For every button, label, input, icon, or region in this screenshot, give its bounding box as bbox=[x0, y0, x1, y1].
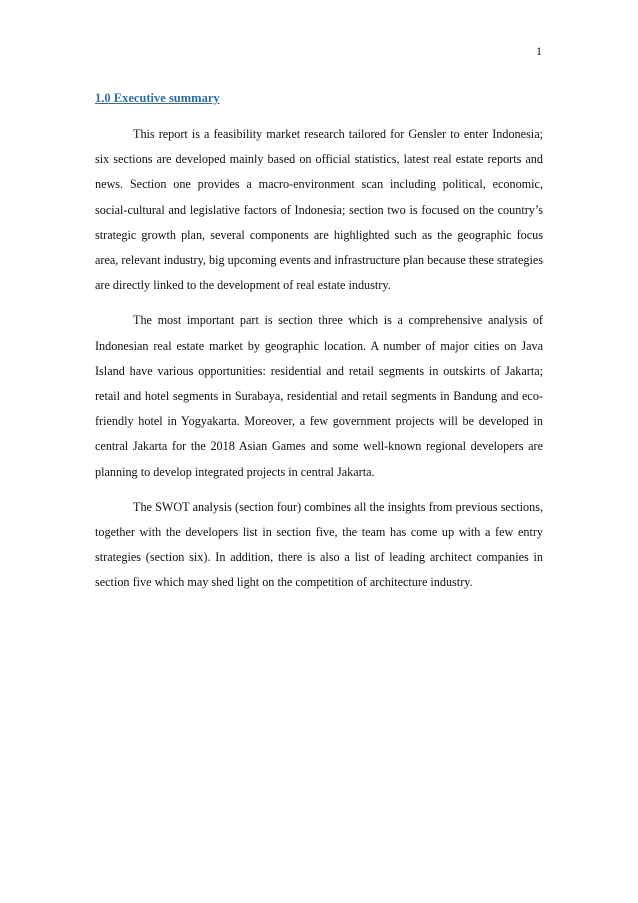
paragraph-2: The most important part is section three which is a comprehensive analysis of Indonesian real estate market by geographic location. A number of major cities on Java Island have various opportunities: residential and retail segments in outskirts of Jakarta; retail and hotel segments in Surabaya, residential and retail segments in Bandung and eco-friendly hotel in Yogyakarta. Moreover, a few government projects will be developed in central Jakarta for the 2018 Asian Games and some well-known regional developers are planning to develop integrated projects in central Jakarta. bbox=[95, 313, 543, 479]
section-heading: 1.0 Executive summary bbox=[95, 91, 220, 105]
paragraph-3: The SWOT analysis (section four) combines all the insights from previous sections, together with the developers list in section five, the team has come up with a few entry strategies (section six). In addition, there is also a list of leading architect companies in section five which may shed light on the competition of architecture industry. bbox=[95, 499, 543, 590]
body-text bbox=[95, 122, 543, 606]
page-number: 1 bbox=[536, 44, 542, 58]
paragraph-1: This report is a feasibility market research tailored for Gensler to enter Indonesia; six sections are developed mainly based on official statistics, latest real estate reports and news. Section one provides a macro-environment scan including political, economic, social-cultural and legislative factors of Indonesia; section two is focused on the country’s strategic growth plan, several components are highlighted such as the geographic focus area, relevant industry, big upcoming events and infrastructure plan because these strategies are directly linked to the development of real estate industry. bbox=[95, 127, 543, 293]
